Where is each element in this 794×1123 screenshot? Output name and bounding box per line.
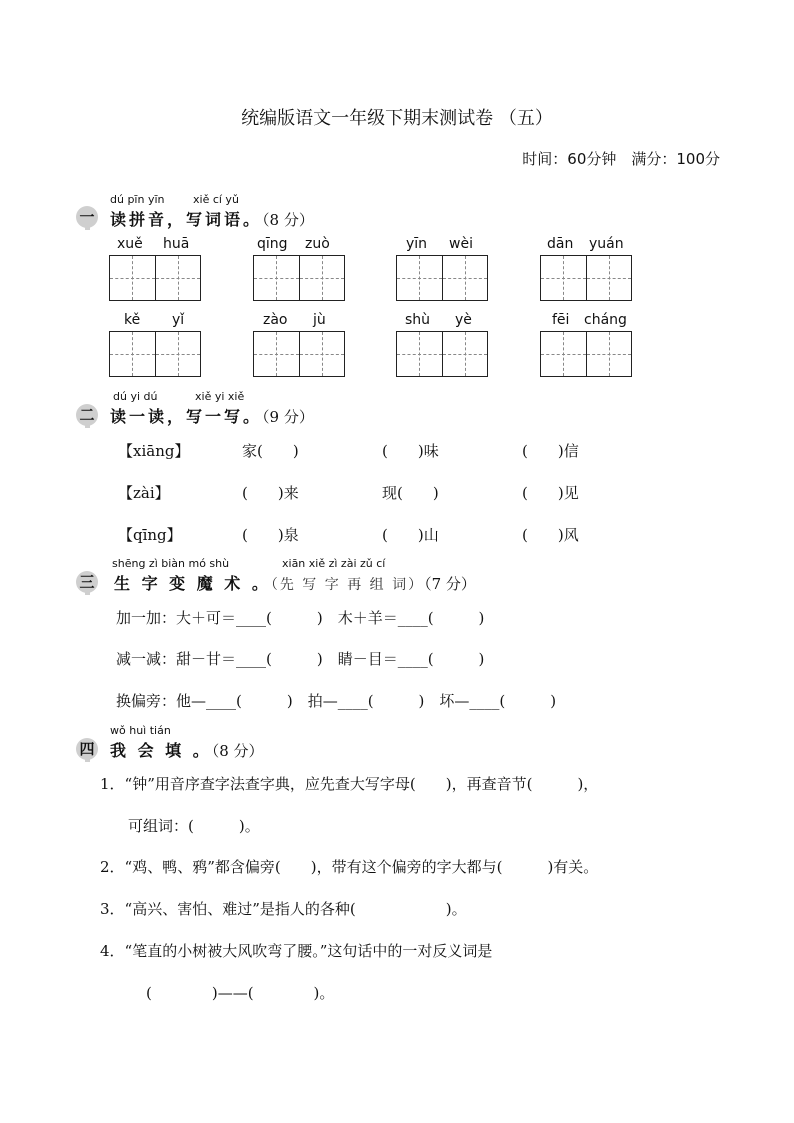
- word-pinyin: wèi: [449, 236, 473, 252]
- pinyin-du-yi-du: dú yi dú: [113, 390, 158, 403]
- fill-blank[interactable]: ( )来: [242, 484, 299, 502]
- page-title: 统编版语文一年级下期末测试卷 （五）: [241, 108, 553, 129]
- word-pinyin: fēi: [552, 312, 570, 328]
- fill-blank[interactable]: ( )风: [522, 526, 579, 544]
- exercise-line[interactable]: 加一加：大＋可＝____( ) 木＋羊＝____( ): [116, 609, 485, 627]
- pinyin-xie-ci-yu: xiě cí yǔ: [193, 193, 239, 206]
- word-pinyin: qīng: [257, 236, 288, 252]
- word-pinyin: huā: [163, 236, 190, 252]
- word-pinyin: dān: [547, 236, 574, 252]
- section-2-heading: 读一读，写一写。（9 分）: [110, 407, 314, 426]
- word-pinyin: jù: [313, 312, 326, 328]
- question-4: 4．“笔直的小树被大风吹弯了腰。”这句话中的一对反义词是: [100, 942, 493, 960]
- section-1-heading: 读拼音，写词语。（8 分）: [110, 210, 314, 229]
- writing-grid[interactable]: [396, 331, 488, 377]
- fill-blank[interactable]: ( )味: [382, 442, 439, 460]
- word-pinyin: yè: [455, 312, 472, 328]
- pinyin-xie-yi-xie: xiě yi xiě: [195, 390, 245, 403]
- section-badge-1: 一: [76, 206, 100, 228]
- pinyin-xian-xie-zi: xiān xiě zì zài zǔ cí: [282, 557, 386, 570]
- section-badge-2: 二: [76, 404, 100, 426]
- writing-grid[interactable]: [540, 331, 632, 377]
- word-pinyin: yīn: [406, 236, 428, 252]
- fill-blank[interactable]: ( )泉: [242, 526, 299, 544]
- pinyin-du-pin-yin: dú pīn yīn: [110, 193, 165, 206]
- fill-blank[interactable]: 现( ): [382, 484, 439, 502]
- word-pinyin: yuán: [589, 236, 624, 252]
- question-2[interactable]: 2．“鸡、鸭、鸦”都含偏旁( )，带有这个偏旁的字大都与( )有关。: [100, 858, 599, 876]
- time-score-info: 时间：60分钟 满分：100分: [522, 150, 720, 168]
- writing-grid[interactable]: [396, 255, 488, 301]
- question-4-blanks[interactable]: ( )——( )。: [146, 984, 335, 1002]
- section-4-heading: 我 会 填 。（8 分）: [110, 741, 264, 760]
- pinyin-wo-hui-tian: wǒ huì tián: [110, 724, 171, 737]
- writing-grid[interactable]: [253, 255, 345, 301]
- question-1[interactable]: 1．“钟”用音序查字法查字典，应先查大写字母( )，再查音节( )，: [100, 775, 599, 793]
- section-3-heading: 生 字 变 魔 术 。（先 写 字 再 组 词）（7 分）: [114, 574, 476, 593]
- pinyin-label: 【xiāng】: [118, 442, 190, 460]
- fill-blank[interactable]: ( )见: [522, 484, 579, 502]
- pinyin-sheng-zi-bian-mo-shu: shēng zì biàn mó shù: [112, 557, 230, 570]
- writing-grid[interactable]: [253, 331, 345, 377]
- fill-blank[interactable]: ( )信: [522, 442, 579, 460]
- question-1-cont[interactable]: 可组词：( )。: [128, 817, 260, 835]
- fill-blank[interactable]: 家( ): [242, 442, 299, 460]
- word-pinyin: xuě: [117, 236, 143, 252]
- writing-grid[interactable]: [540, 255, 632, 301]
- word-pinyin: cháng: [584, 312, 627, 328]
- fill-blank[interactable]: ( )山: [382, 526, 439, 544]
- writing-grid[interactable]: [109, 331, 201, 377]
- writing-grid[interactable]: [109, 255, 201, 301]
- pinyin-label: 【qīng】: [118, 526, 182, 544]
- section-badge-4: 四: [76, 738, 100, 760]
- word-pinyin: zào: [263, 312, 288, 328]
- word-pinyin: kě: [124, 312, 141, 328]
- exercise-line[interactable]: 减一减：甜－甘＝____( ) 睛－目＝____( ): [116, 650, 485, 668]
- word-pinyin: zuò: [305, 236, 330, 252]
- pinyin-label: 【zài】: [118, 484, 170, 502]
- word-pinyin: yǐ: [172, 312, 185, 328]
- section-badge-3: 三: [76, 571, 100, 593]
- exercise-line[interactable]: 换偏旁：他—____( ) 拍—____( ) 坏—____( ): [116, 692, 557, 710]
- word-pinyin: shù: [405, 312, 431, 328]
- question-3[interactable]: 3．“高兴、害怕、难过”是指人的各种( )。: [100, 900, 467, 918]
